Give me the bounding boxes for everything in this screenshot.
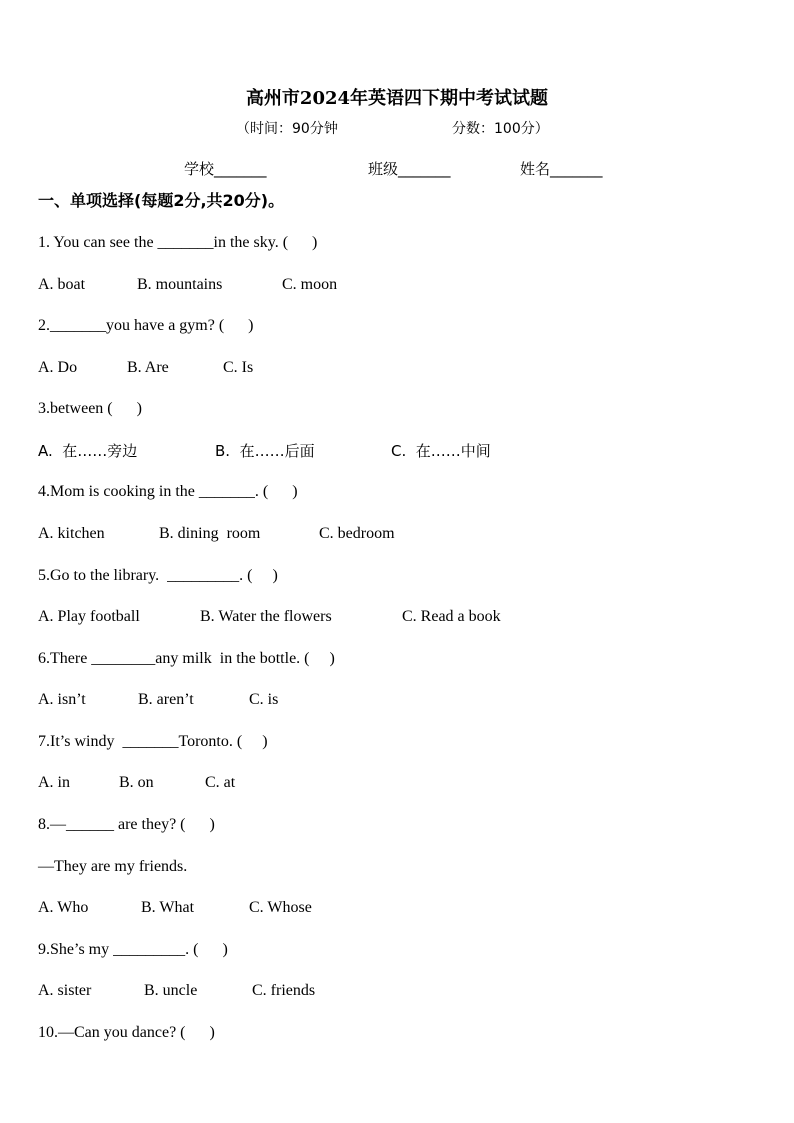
option-c: C. moon [282,276,338,293]
class-field: 班级_______ [368,160,451,178]
question-5: 5.Go to the library. _________. ( ) [38,567,278,584]
question-8: 8.—______ are they? ( ) [38,816,215,833]
question-3: 3.between ( ) [38,400,142,417]
question-4: 4.Mom is cooking in the _______. ( ) [38,483,298,500]
option-a: A. in [38,774,70,791]
option-b: B. mountains [137,276,223,293]
question-10: 10.—Can you dance? ( ) [38,1024,215,1041]
question-7: 7.It’s windy _______Toronto. ( ) [38,733,268,750]
exam-title: 高州市2024年英语四下期中考试试题 [245,88,549,109]
school-field: 学校_______ [184,160,267,178]
option-c: C. is [249,691,279,708]
option-b: B. aren’t [138,691,194,708]
option-c: C. Whose [249,899,312,916]
section-title: 一、单项选择(每题2分,共20分)。 [38,191,285,210]
option-b: B. on [119,774,154,791]
option-b: B. uncle [144,982,198,999]
option-a: A. sister [38,982,92,999]
option-b: B. What [141,899,195,916]
option-c: C. Read a book [402,608,501,625]
time-limit: （时间：90分钟 [236,121,338,137]
option-a: A. 在……旁边 [38,442,138,460]
question-2: 2._______you have a gym? ( ) [38,317,254,334]
question-9: 9.She’s my _________. ( ) [38,941,228,958]
option-c: C. Is [223,359,254,376]
option-a: A. Play football [38,608,140,625]
name-field: 姓名_______ [520,160,603,178]
option-a: A. boat [38,276,86,293]
option-a: A. isn’t [38,691,86,708]
question-1: 1. You can see the _______in the sky. ( ) [38,234,318,251]
option-a: A. Who [38,899,89,916]
option-b: B. Are [127,359,169,376]
option-c: C. friends [252,982,316,999]
option-b: B. dining room [159,525,261,542]
option-c: C. at [205,774,236,791]
option-b: B. 在……后面 [215,442,315,460]
option-a: A. Do [38,359,78,376]
question-8-answer-line: —They are my friends. [38,858,188,875]
question-6: 6.There ________any milk in the bottle. ( ) [38,650,335,667]
option-c: C. 在……中间 [391,442,491,460]
option-a: A. kitchen [38,525,105,542]
option-c: C. bedroom [319,525,395,542]
total-score: 分数：100分） [452,121,549,137]
option-b: B. Water the flowers [200,608,332,625]
